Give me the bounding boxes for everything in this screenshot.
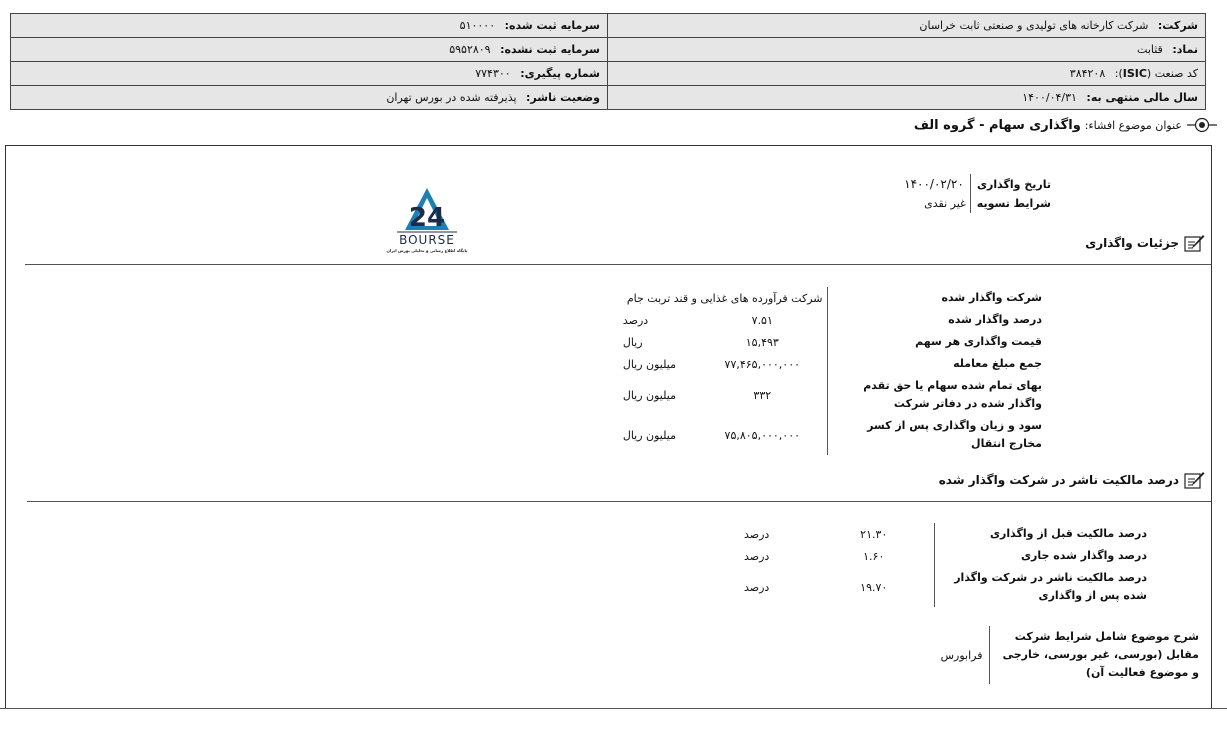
subject-value: واگذاری سهام - گروه الف: [913, 117, 1081, 133]
row-label: قیمت واگذاری هر سهم: [827, 331, 1047, 353]
tracking-value: ۷۷۴۳۰۰: [475, 67, 511, 80]
tracking-label: شماره پیگیری:: [520, 67, 600, 80]
company-cell: [608, 14, 1206, 38]
logo-text: BOURSE: [399, 233, 455, 247]
table-row: [623, 415, 1047, 455]
table-row: [623, 353, 1047, 375]
unregistered-capital-cell: [11, 38, 608, 62]
row-label: جمع مبلغ معامله: [827, 353, 1047, 375]
table-row: [744, 545, 1152, 567]
company-value: شرکت کارخانه های تولیدی و صنعتی ثابت خراسان: [919, 19, 1149, 32]
table-row: [623, 331, 1047, 353]
row-label: بهای تمام شده سهام یا حق تقدم واگذار شده در دفاتر شرکت: [827, 375, 1047, 415]
section-divider: [27, 501, 1211, 502]
symbol-cell: [608, 38, 1206, 62]
table-row: [623, 309, 1047, 331]
symbol-value: قثابت: [1137, 43, 1163, 56]
header-row: [11, 62, 1206, 86]
settlement-label: شرایط تسویه: [970, 194, 1057, 213]
fiscal-value: ۱۴۰۰/۰۴/۳۱: [1022, 91, 1077, 104]
subject-line: [914, 117, 1217, 133]
row-label: درصد واگذار شده جاری: [934, 545, 1152, 567]
row-unit: میلیون ریال: [622, 388, 676, 402]
row-value: ۲۱.۳۰: [860, 527, 888, 541]
section-divider: [25, 264, 1211, 265]
edit-pen-icon: [1183, 470, 1205, 490]
company-label: شرکت:: [1157, 19, 1198, 32]
info-row: [874, 174, 1057, 194]
registered-capital-cell: [11, 14, 608, 38]
details-title: جزئیات واگذاری: [1085, 236, 1179, 250]
transfer-date-label: تاریخ واگذاری: [970, 174, 1057, 194]
ownership-section-title: [939, 470, 1205, 490]
row-label: درصد مالکیت قبل از واگذاری: [934, 523, 1152, 545]
svg-text:24: 24: [408, 203, 446, 233]
transfer-info-table: [874, 174, 1057, 213]
row-unit: ریال: [622, 335, 643, 349]
tracking-cell: [11, 62, 608, 86]
registered-capital-label: سرمایه ثبت شده:: [504, 19, 600, 32]
row-value: ۳۳۲: [753, 388, 772, 402]
edit-pen-icon: [1183, 233, 1205, 253]
row-value: شرکت فرآورده های غذایی و قند تربت جام: [626, 291, 823, 305]
ownership-table: [744, 523, 1153, 607]
counterparty-row: [935, 626, 1205, 684]
symbol-label: نماد:: [1172, 43, 1198, 56]
fiscal-cell: [608, 86, 1206, 110]
isic-cell: [608, 62, 1206, 86]
row-value: ۷۷,۴۶۵,۰۰۰,۰۰۰: [724, 357, 801, 371]
row-value: ۷۵,۸۰۵,۰۰۰,۰۰۰: [724, 428, 801, 442]
details-table: [623, 287, 1047, 455]
header-row: [11, 38, 1206, 62]
header-row: [11, 14, 1206, 38]
row-unit: درصد: [744, 527, 770, 541]
counterparty-table: [935, 626, 1205, 684]
status-cell: [11, 86, 608, 110]
isic-label-pre: کد صنعت (: [1146, 67, 1198, 80]
unregistered-capital-value: ۵۹۵۲۸۰۹: [449, 43, 491, 56]
counterparty-label: شرح موضوع شامل شرایط شرکت مقابل (بورسی، غیر بورسی، خارجی و موضوع فعالیت آن): [989, 626, 1205, 684]
unregistered-capital-label: سرمایه ثبت نشده:: [500, 43, 600, 56]
row-label: درصد واگذار شده: [827, 309, 1047, 331]
isic-value: ۳۸۴۲۰۸: [1069, 67, 1106, 80]
row-value: ۱.۶۰: [863, 549, 885, 563]
page-bottom-line: [0, 708, 1227, 709]
row-unit: میلیون ریال: [622, 357, 676, 371]
row-label: درصد مالکیت ناشر در شرکت واگذار شده پس از واگذاری: [934, 567, 1152, 607]
row-value: ۱۹.۷۰: [860, 580, 888, 594]
isic-label-post: ):: [1114, 67, 1123, 80]
fiscal-label: سال مالی منتهی به:: [1086, 91, 1198, 104]
header-table: [10, 13, 1206, 110]
settlement-value: غیر نقدی: [924, 197, 966, 210]
row-unit: میلیون ریال: [622, 428, 676, 442]
registered-capital-value: ۵۱۰۰۰۰: [459, 19, 496, 32]
header-row: [11, 86, 1206, 110]
table-row: [744, 523, 1152, 545]
counterparty-value: فرابورس: [940, 648, 983, 662]
ownership-title: درصد مالکیت ناشر در شرکت واگذار شده: [938, 473, 1179, 487]
status-label: وضعیت ناشر:: [526, 91, 600, 104]
row-label: سود و زیان واگذاری پس از کسر مخارج انتقال: [827, 415, 1047, 455]
info-row: [874, 194, 1057, 213]
row-value: ۱۵,۴۹۳: [745, 335, 779, 349]
target-bullet-icon: [1187, 117, 1217, 133]
row-value: ۷.۵۱: [751, 313, 773, 327]
row-unit: درصد: [744, 549, 770, 563]
isic-label-bold: ISIC: [1122, 67, 1147, 80]
table-row: [744, 567, 1152, 607]
table-row: [623, 287, 1047, 309]
row-label: شرکت واگذار شده: [827, 287, 1047, 309]
row-unit: درصد: [622, 313, 649, 327]
transfer-date-value: ۱۴۰۰/۰۲/۲۰: [904, 177, 964, 191]
logo-subtitle: پایگاه اطلاع رسانی و تحلیلی بورس ایران: [386, 248, 468, 253]
status-value: پذیرفته شده در بورس تهران: [386, 91, 517, 104]
table-row: [623, 375, 1047, 415]
subject-label: عنوان موضوع افشاء:: [1084, 118, 1182, 132]
details-section-title: [1085, 233, 1205, 253]
row-unit: درصد: [744, 580, 770, 594]
